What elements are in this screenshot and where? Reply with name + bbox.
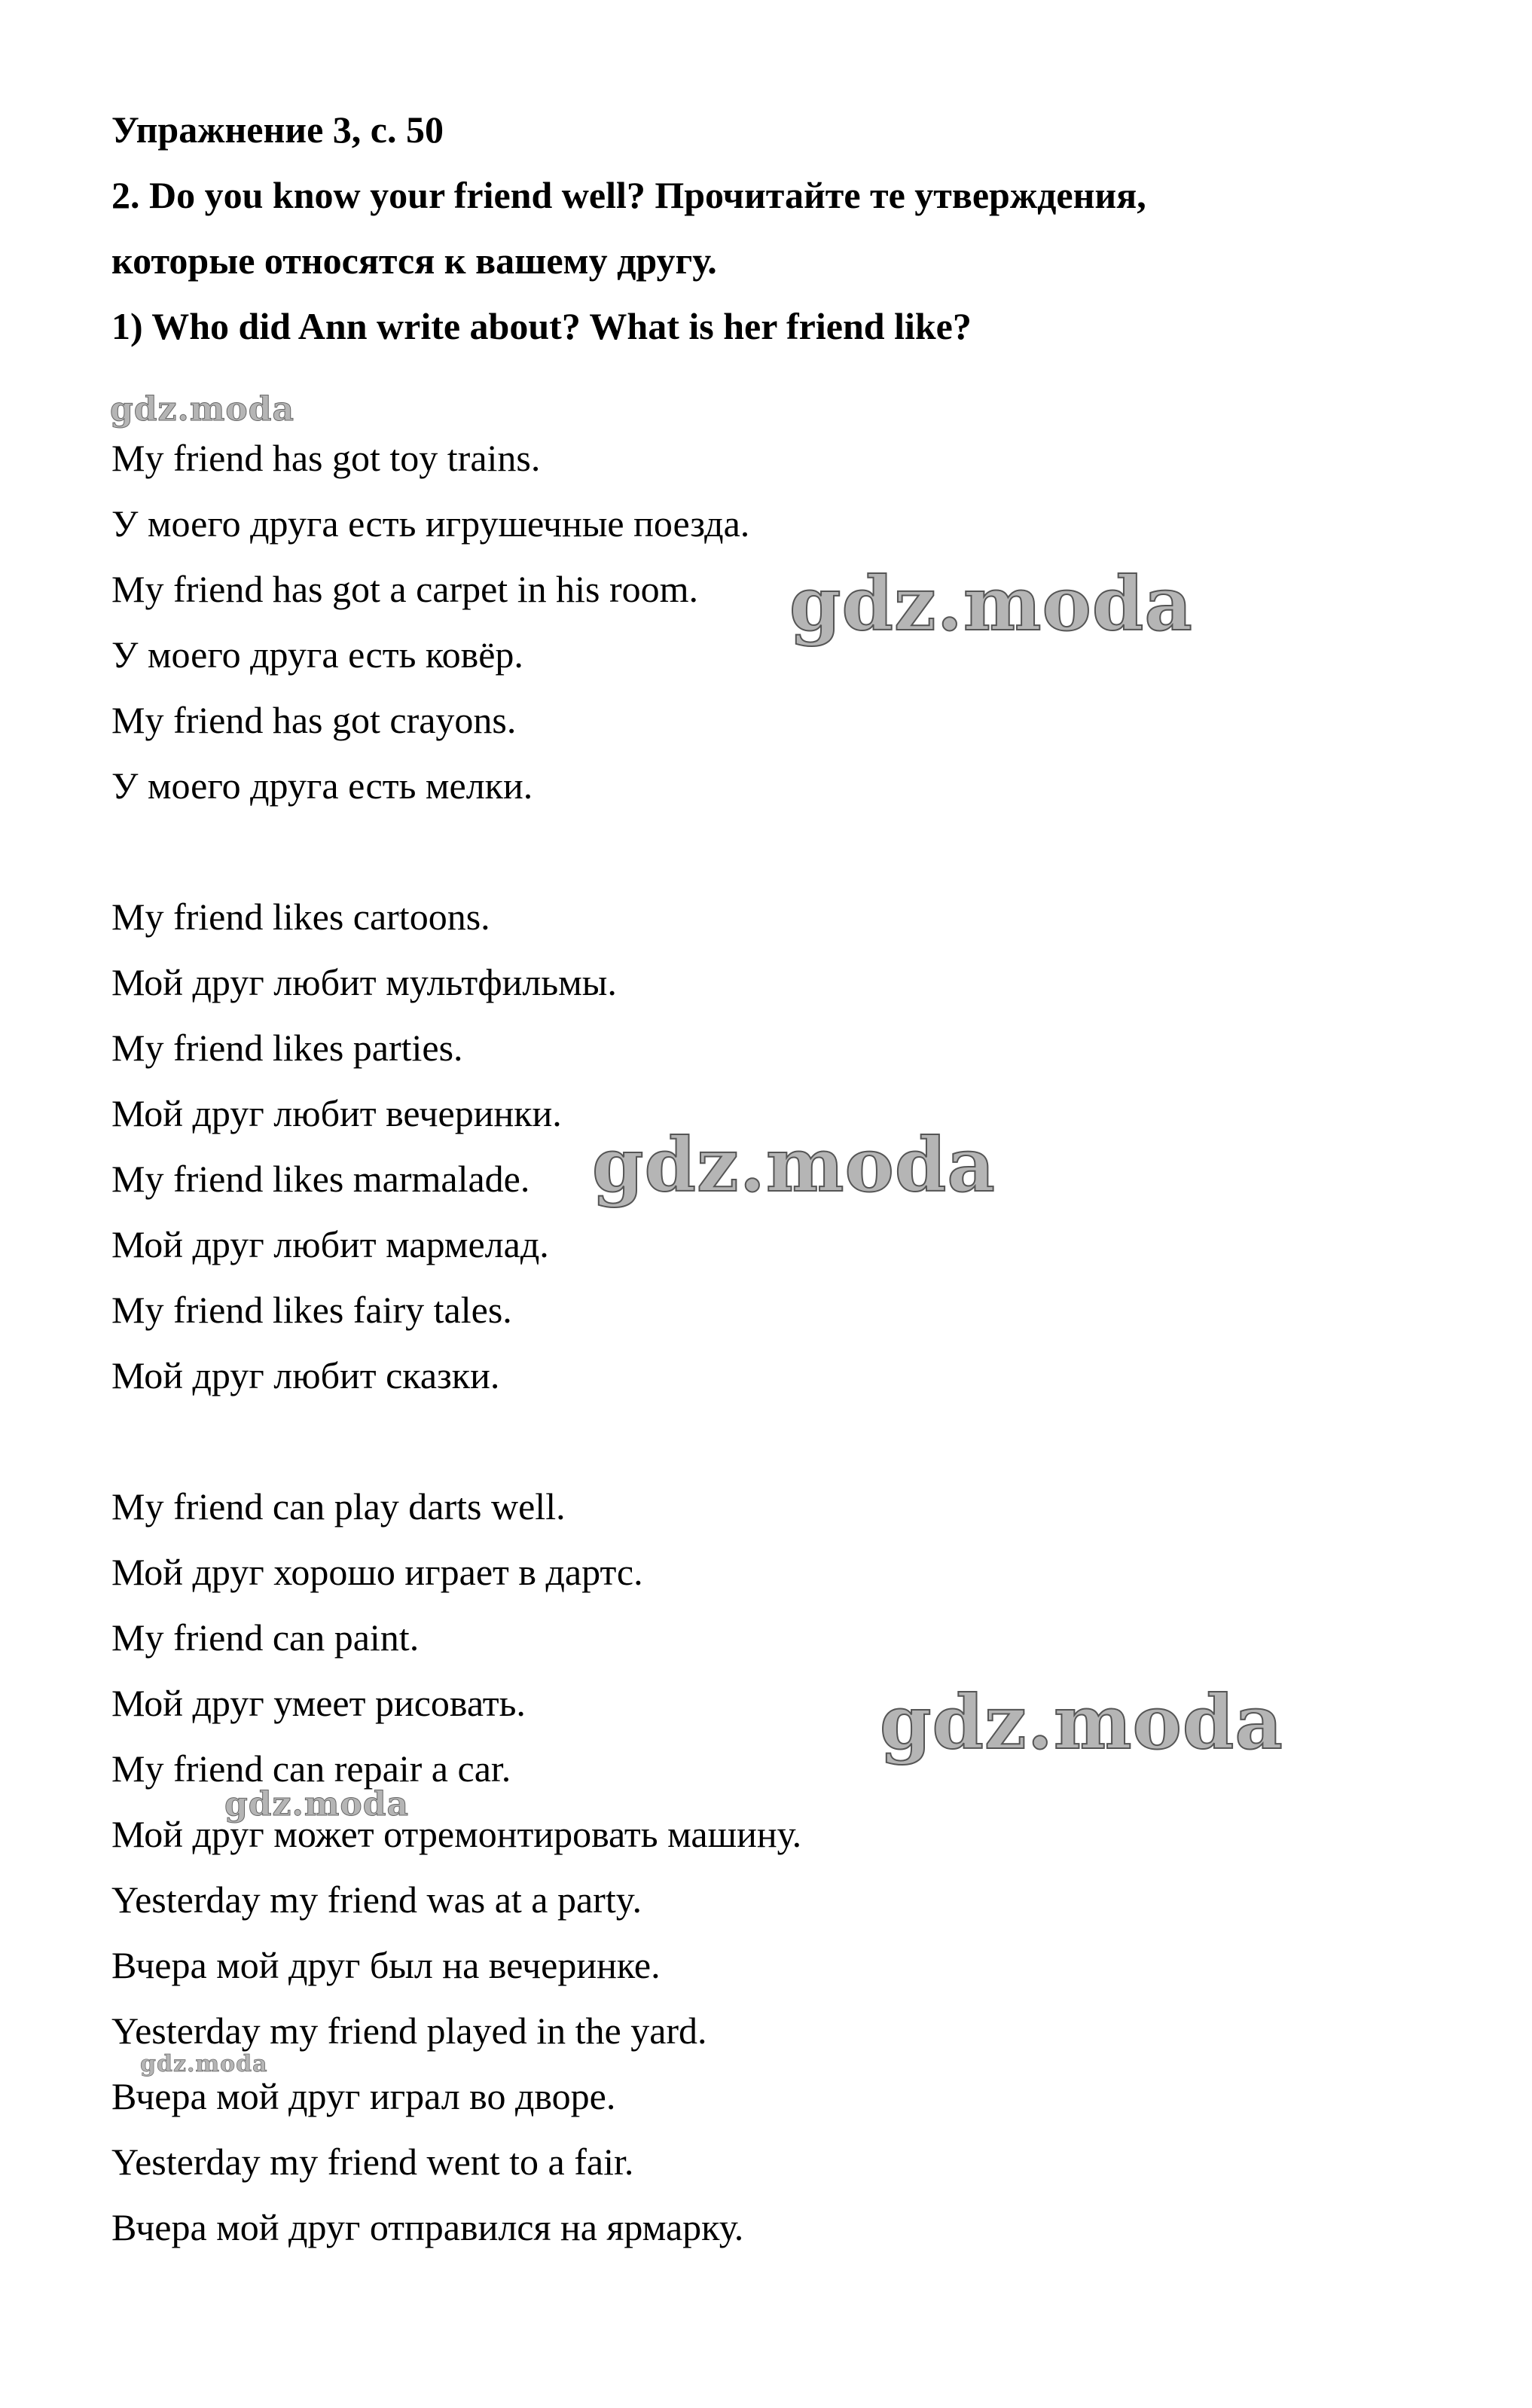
text-line: Мой друг хорошо играет в дартс. xyxy=(111,1551,643,1593)
text-line: Yesterday my friend was at a party. xyxy=(111,1878,642,1921)
text-line: Мой друг любит сказки. xyxy=(111,1354,500,1396)
text-line: Мой друг может отремонтировать машину. xyxy=(111,1813,802,1855)
text-line: My friend has got a carpet in his room. xyxy=(111,568,698,610)
text-line: Вчера мой друг был на вечеринке. xyxy=(111,1944,661,1986)
text-line: My friend can repair a car. xyxy=(111,1747,511,1790)
task-line-1: 2. Do you know your friend well? Прочитайте те утверждения, xyxy=(111,174,1146,216)
text-line: Мой друг умеет рисовать. xyxy=(111,1682,526,1724)
text-line: У моего друга есть игрушечные поезда. xyxy=(111,502,750,545)
text-line: My friend can play darts well. xyxy=(111,1485,566,1528)
text-line: My friend has got toy trains. xyxy=(111,437,541,479)
text-line: My friend can paint. xyxy=(111,1616,420,1659)
text-line: Вчера мой друг играл во дворе. xyxy=(111,2075,616,2117)
text-line: My friend likes marmalade. xyxy=(111,1158,530,1200)
text-line: Yesterday my friend went to a fair. xyxy=(111,2141,634,2183)
text-line: My friend has got crayons. xyxy=(111,699,517,741)
watermark: gdz.moda xyxy=(224,1785,410,1824)
text-line: У моего друга есть ковёр. xyxy=(111,633,523,676)
text-line: My friend likes cartoons. xyxy=(111,896,490,938)
task-line-2: которые относятся к вашему другу. xyxy=(111,240,717,282)
watermark: gdz.moda xyxy=(789,561,1193,648)
exercise-title: Упражнение 3, с. 50 xyxy=(111,108,444,151)
text-line: Вчера мой друг отправился на ярмарку. xyxy=(111,2206,744,2248)
text-line: Yesterday my friend played in the yard. xyxy=(111,2010,707,2052)
text-line: У моего друга есть мелки. xyxy=(111,765,533,807)
text-line: Мой друг любит вечеринки. xyxy=(111,1092,562,1134)
text-line: Мой друг любит мультфильмы. xyxy=(111,961,617,1003)
watermark: gdz.moda xyxy=(592,1122,996,1209)
text-line: My friend likes parties. xyxy=(111,1027,463,1069)
watermark: gdz.moda xyxy=(110,390,295,429)
text-line: My friend likes fairy tales. xyxy=(111,1289,512,1331)
watermark: gdz.moda xyxy=(880,1680,1283,1766)
text-line: Мой друг любит мармелад. xyxy=(111,1223,549,1265)
watermark: gdz.moda xyxy=(140,2051,268,2077)
question-line: 1) Who did Ann write about? What is her friend like? xyxy=(111,305,972,347)
